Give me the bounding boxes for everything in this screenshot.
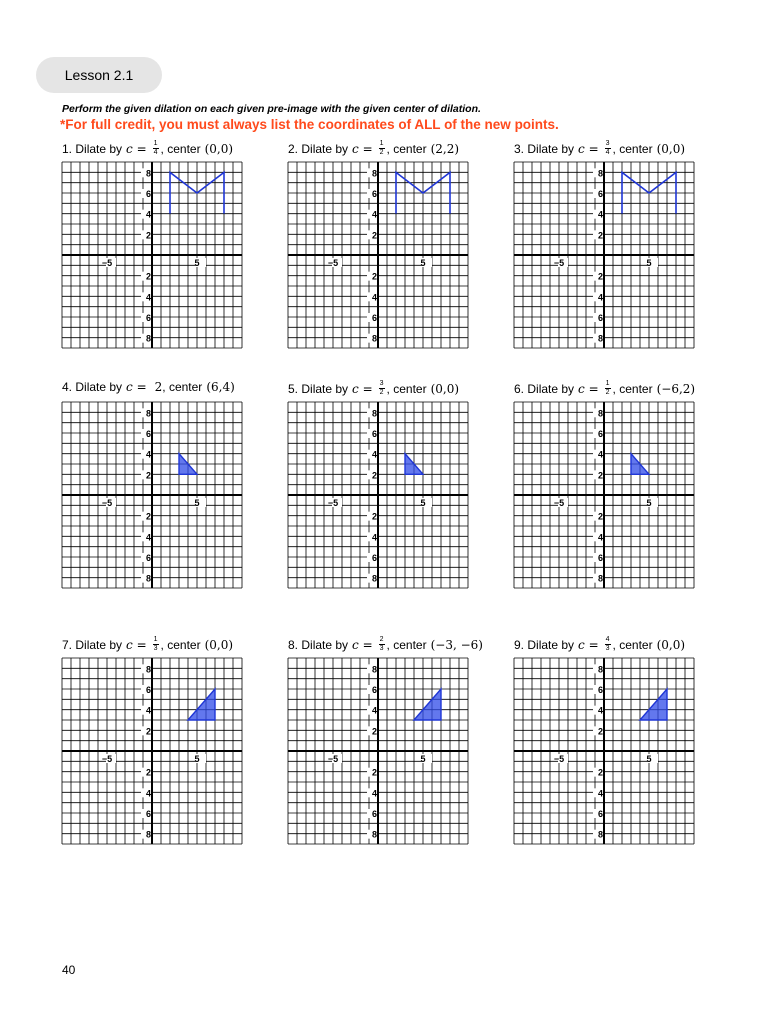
center-label: , center — [612, 637, 653, 652]
tick-label: 8 — [597, 664, 603, 675]
tick-label: 8 — [597, 333, 603, 344]
tick-label: 2 — [145, 726, 151, 737]
pre-image-triangle — [414, 689, 441, 720]
scale-variable: c = — [126, 141, 147, 156]
tick-label: 4 — [145, 532, 151, 543]
factor-numerator: 3 — [379, 380, 384, 387]
problem-number: 3. — [514, 141, 525, 156]
tick-label: 2 — [597, 470, 603, 481]
tick-label: 5 — [420, 498, 426, 508]
tick-label: 4 — [597, 209, 603, 220]
factor-numerator: 2 — [379, 636, 384, 643]
scale-factor — [153, 140, 159, 157]
tick-label: 8 — [145, 408, 151, 419]
page-number: 40 — [62, 963, 76, 977]
problem-prefix: Dilate by — [75, 380, 123, 394]
tick-label: 8 — [145, 829, 151, 840]
tick-label: 6 — [597, 313, 603, 323]
coordinate-grid[interactable] — [62, 658, 242, 844]
scale-variable: c = — [352, 381, 373, 396]
problem-label — [62, 636, 233, 653]
scale-variable: c = — [126, 637, 147, 652]
factor-numerator: 3 — [605, 140, 610, 147]
tick-label: 4 — [145, 209, 151, 220]
tick-label: 5 — [420, 754, 426, 764]
tick-label: 8 — [597, 573, 603, 584]
factor-denominator: 2 — [379, 389, 384, 396]
center-value: (0,0) — [430, 381, 460, 396]
tick-label: 4 — [371, 788, 377, 799]
tick-label: −5 — [327, 258, 339, 268]
problem-label — [514, 140, 685, 157]
coordinate-grid[interactable] — [62, 402, 242, 588]
lesson-title: Lesson 2.1 — [64, 67, 134, 83]
problem-label — [288, 140, 459, 157]
tick-label: −5 — [101, 258, 113, 268]
tick-label: 6 — [145, 809, 151, 819]
problem-prefix: Dilate by — [527, 637, 575, 652]
tick-label: 5 — [646, 258, 652, 268]
tick-label: 5 — [194, 498, 200, 508]
factor-numerator: 1 — [605, 380, 610, 387]
tick-label: 5 — [646, 498, 652, 508]
tick-label: 2 — [145, 511, 151, 522]
problem-prefix: Dilate by — [75, 637, 123, 652]
tick-label: 6 — [597, 553, 603, 563]
tick-label: 8 — [371, 664, 377, 675]
tick-label: 6 — [145, 313, 151, 323]
tick-label: 8 — [145, 168, 151, 179]
scale-factor — [379, 140, 385, 157]
tick-label: 8 — [597, 168, 603, 179]
tick-label: 4 — [145, 449, 151, 460]
tick-label: 2 — [371, 470, 377, 481]
center-value: (6,4) — [206, 380, 235, 394]
problem-number: 6. — [514, 381, 525, 396]
tick-label: 4 — [597, 788, 603, 799]
tick-label: 6 — [145, 685, 151, 695]
tick-label: 2 — [145, 470, 151, 481]
scale-factor — [153, 636, 159, 653]
tick-label: 2 — [371, 230, 377, 241]
center-value: (0,0) — [204, 637, 234, 652]
lesson-badge — [36, 57, 162, 93]
tick-label: 5 — [194, 754, 200, 764]
problem-9 — [514, 636, 694, 844]
tick-label: 6 — [371, 685, 377, 695]
problem-number: 7. — [62, 637, 73, 652]
tick-label: 6 — [145, 189, 151, 199]
tick-label: 2 — [597, 767, 603, 778]
center-value: (2,2) — [430, 141, 460, 156]
coordinate-grid[interactable] — [288, 402, 468, 588]
scale-factor: 2 — [154, 380, 163, 394]
center-label: , center — [612, 381, 653, 396]
instructions: Perform the given dilation on each given pre-image with the given center of dilation. — [62, 103, 481, 115]
tick-label: −5 — [101, 498, 113, 508]
center-label: , center — [612, 141, 653, 156]
tick-label: 8 — [597, 408, 603, 419]
tick-label: 4 — [371, 449, 377, 460]
scale-variable: c = — [126, 380, 147, 394]
tick-label: 8 — [371, 829, 377, 840]
tick-label: 2 — [371, 271, 377, 282]
tick-label: 6 — [371, 429, 377, 439]
tick-label: 4 — [371, 292, 377, 303]
tick-label: 6 — [597, 429, 603, 439]
tick-label: 8 — [371, 408, 377, 419]
tick-label: 8 — [145, 573, 151, 584]
problem-prefix: Dilate by — [527, 141, 575, 156]
factor-numerator: 1 — [379, 140, 384, 147]
problem-label — [514, 636, 685, 653]
tick-label: 2 — [145, 271, 151, 282]
tick-label: 8 — [371, 333, 377, 344]
tick-label: 4 — [597, 292, 603, 303]
tick-label: 4 — [145, 292, 151, 303]
pre-image-triangle — [188, 689, 215, 720]
scale-variable: c = — [352, 141, 373, 156]
pre-image-triangle — [640, 689, 667, 720]
center-label: , center — [162, 380, 203, 394]
problem-1 — [62, 140, 242, 348]
scale-factor — [605, 636, 611, 653]
tick-label: 6 — [597, 189, 603, 199]
tick-label: 6 — [371, 553, 377, 563]
tick-label: 4 — [597, 705, 603, 716]
tick-label: 8 — [371, 573, 377, 584]
tick-label: 4 — [371, 532, 377, 543]
tick-label: 5 — [646, 754, 652, 764]
center-label: , center — [160, 637, 201, 652]
scale-factor — [379, 636, 385, 653]
tick-label: 6 — [145, 553, 151, 563]
tick-label: 2 — [371, 767, 377, 778]
scale-variable: c = — [352, 637, 373, 652]
tick-label: 2 — [597, 511, 603, 522]
center-value: (0,0) — [204, 141, 234, 156]
problem-number: 2. — [288, 141, 299, 156]
tick-label: 4 — [145, 705, 151, 716]
tick-label: −5 — [327, 754, 339, 764]
coordinate-grid[interactable] — [288, 658, 468, 844]
coordinate-grid[interactable] — [514, 162, 694, 348]
center-value: (−3, −6) — [430, 637, 483, 652]
problem-prefix: Dilate by — [301, 141, 349, 156]
factor-denominator: 4 — [605, 149, 610, 156]
problem-number: 4. — [62, 380, 73, 394]
tick-label: 8 — [371, 168, 377, 179]
tick-label: −5 — [553, 754, 565, 764]
tick-label: 2 — [145, 767, 151, 778]
tick-label: −5 — [327, 498, 339, 508]
problem-number: 9. — [514, 637, 525, 652]
center-value: (−6,2) — [656, 381, 696, 396]
tick-label: 8 — [597, 829, 603, 840]
tick-label: 2 — [145, 230, 151, 241]
tick-label: 8 — [145, 664, 151, 675]
problem-label — [62, 380, 235, 394]
problem-label — [62, 140, 233, 157]
coordinate-grid[interactable] — [62, 162, 242, 348]
problem-label — [288, 380, 459, 397]
center-label: , center — [386, 141, 427, 156]
problem-3 — [514, 140, 694, 348]
factor-denominator: 3 — [605, 645, 610, 652]
coordinate-grid[interactable] — [288, 162, 468, 348]
coordinate-grid[interactable] — [514, 402, 694, 588]
tick-label: 2 — [597, 230, 603, 241]
tick-label: −5 — [553, 498, 565, 508]
scale-variable: c = — [578, 637, 599, 652]
tick-label: 6 — [597, 685, 603, 695]
credit-note: *For full credit, you must always list the coordinates of ALL of the new points. — [60, 117, 559, 132]
tick-label: 5 — [420, 258, 426, 268]
problem-prefix: Dilate by — [527, 381, 575, 396]
problem-2 — [288, 140, 468, 348]
factor-denominator: 3 — [153, 645, 158, 652]
problem-8 — [288, 636, 483, 844]
center-label: , center — [386, 637, 427, 652]
scale-factor — [379, 380, 385, 397]
tick-label: 5 — [194, 258, 200, 268]
factor-denominator: 2 — [605, 389, 610, 396]
center-value: (0,0) — [656, 141, 686, 156]
center-label: , center — [386, 381, 427, 396]
factor-denominator: 3 — [379, 645, 384, 652]
problem-number: 8. — [288, 637, 299, 652]
problem-5 — [288, 380, 468, 588]
factor-denominator: 2 — [379, 149, 384, 156]
factor-numerator: 4 — [605, 636, 610, 643]
problem-7 — [62, 636, 242, 844]
tick-label: 2 — [597, 271, 603, 282]
tick-label: 4 — [597, 449, 603, 460]
problem-label — [514, 380, 695, 397]
problem-prefix: Dilate by — [301, 637, 349, 652]
problem-prefix: Dilate by — [301, 381, 349, 396]
problem-number: 5. — [288, 381, 299, 396]
tick-label: 4 — [597, 532, 603, 543]
factor-denominator: 4 — [153, 149, 158, 156]
tick-label: 4 — [371, 209, 377, 220]
problem-number: 1. — [62, 141, 73, 156]
center-label: , center — [160, 141, 201, 156]
tick-label: 4 — [145, 788, 151, 799]
tick-label: 2 — [371, 726, 377, 737]
tick-label: 2 — [371, 511, 377, 522]
problem-label — [288, 636, 483, 653]
tick-label: 6 — [597, 809, 603, 819]
factor-numerator: 1 — [153, 636, 158, 643]
factor-numerator: 1 — [153, 140, 158, 147]
tick-label: 2 — [597, 726, 603, 737]
scale-factor — [605, 140, 611, 157]
problem-4 — [62, 380, 242, 588]
scale-variable: c = — [578, 381, 599, 396]
coordinate-grid[interactable] — [514, 658, 694, 844]
problem-6 — [514, 380, 696, 588]
scale-variable: c = — [578, 141, 599, 156]
tick-label: 6 — [371, 189, 377, 199]
tick-label: 6 — [371, 809, 377, 819]
tick-label: 8 — [145, 333, 151, 344]
problem-prefix: Dilate by — [75, 141, 123, 156]
tick-label: 4 — [371, 705, 377, 716]
center-value: (0,0) — [656, 637, 686, 652]
tick-label: −5 — [553, 258, 565, 268]
tick-label: −5 — [101, 754, 113, 764]
tick-label: 6 — [371, 313, 377, 323]
scale-factor — [605, 380, 611, 397]
tick-label: 6 — [145, 429, 151, 439]
